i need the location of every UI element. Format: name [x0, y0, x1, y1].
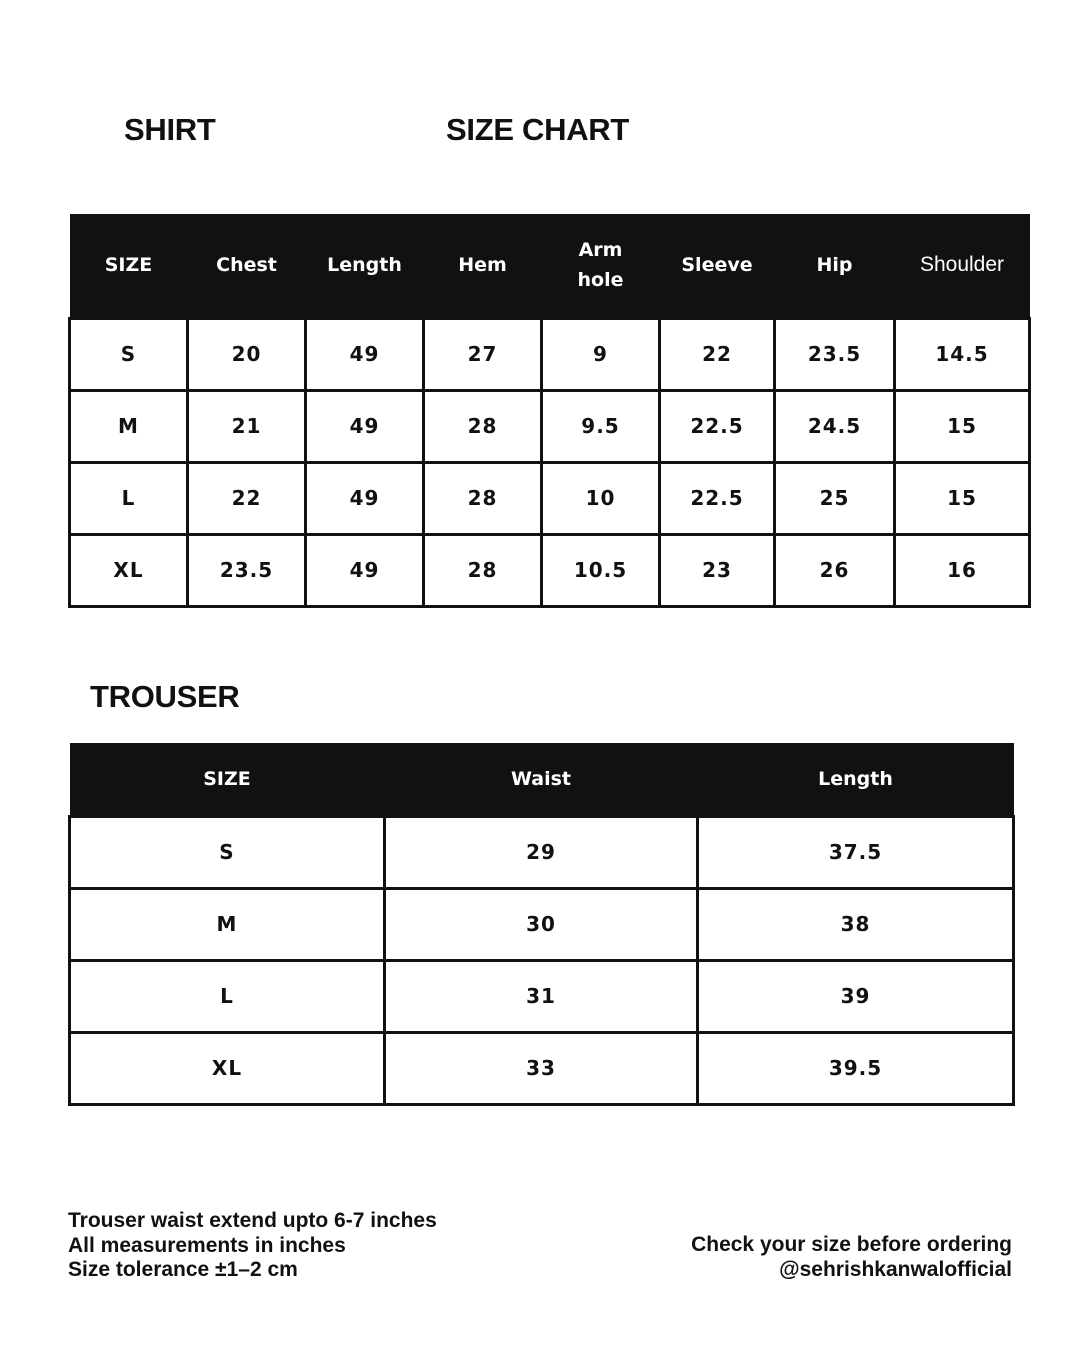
social-handle: @sehrishkanwalofficial [779, 1257, 1012, 1281]
trouser-cell-size: L [70, 960, 385, 1032]
trouser-cell-size: M [70, 888, 385, 960]
shirt-cell-hem: 27 [424, 318, 542, 390]
shirt-cell-hip: 25 [775, 462, 895, 534]
trouser-cell-length: 39 [698, 960, 1014, 1032]
shirt-cell-shoulder: 15 [895, 462, 1030, 534]
trouser-cell-size: XL [70, 1032, 385, 1104]
shirt-header-hip: Hip [775, 214, 895, 318]
table-row [70, 534, 1030, 606]
shirt-cell-shoulder: 16 [895, 534, 1030, 606]
shirt-header-hem: Hem [424, 214, 542, 318]
shirt-cell-chest: 23.5 [188, 534, 306, 606]
shirt-cell-armhole: 10.5 [542, 534, 660, 606]
shirt-cell-sleeve: 22.5 [660, 390, 775, 462]
shirt-cell-hem: 28 [424, 462, 542, 534]
trouser-cell-waist: 31 [385, 960, 698, 1032]
trouser-cell-waist: 33 [385, 1032, 698, 1104]
shirt-cell-length: 49 [306, 534, 424, 606]
shirt-cell-hem: 28 [424, 534, 542, 606]
shirt-cell-length: 49 [306, 318, 424, 390]
table-row [70, 888, 1014, 960]
table-row [70, 318, 1030, 390]
shirt-header-length: Length [306, 214, 424, 318]
trouser-cell-length: 39.5 [698, 1032, 1014, 1104]
shirt-header-sleeve: Sleeve [660, 214, 775, 318]
shirt-cell-length: 49 [306, 390, 424, 462]
trouser-cell-length: 37.5 [698, 816, 1014, 888]
trouser-title: TROUSER [90, 679, 240, 714]
shirt-cell-hip: 26 [775, 534, 895, 606]
table-row [70, 1032, 1014, 1104]
table-row [70, 462, 1030, 534]
trouser-header-size: SIZE [70, 743, 385, 816]
note-size-tolerance: Size tolerance ±1–2 cm [68, 1258, 298, 1281]
table-row [70, 390, 1030, 462]
shirt-cell-hip: 24.5 [775, 390, 895, 462]
shirt-cell-sleeve: 22 [660, 318, 775, 390]
shirt-cell-sleeve: 23 [660, 534, 775, 606]
shirt-cell-shoulder: 14.5 [895, 318, 1030, 390]
shirt-cell-hip: 23.5 [775, 318, 895, 390]
shirt-cell-shoulder: 15 [895, 390, 1030, 462]
shirt-cell-size: XL [70, 534, 188, 606]
shirt-title: SHIRT [124, 112, 216, 147]
trouser-cell-waist: 30 [385, 888, 698, 960]
note-waist-extend: Trouser waist extend upto 6-7 inches [68, 1209, 437, 1232]
shirt-cell-armhole: 9 [542, 318, 660, 390]
table-row [70, 816, 1014, 888]
shirt-cell-size: M [70, 390, 188, 462]
shirt-cell-size: S [70, 318, 188, 390]
shirt-cell-armhole: 10 [542, 462, 660, 534]
shirt-cell-chest: 21 [188, 390, 306, 462]
shirt-cell-length: 49 [306, 462, 424, 534]
trouser-cell-waist: 29 [385, 816, 698, 888]
notes-right [691, 1233, 1012, 1282]
note-measurement-unit: All measurements in inches [68, 1233, 346, 1257]
shirt-header-row [70, 214, 1030, 318]
shirt-cell-sleeve: 22.5 [660, 462, 775, 534]
shirt-header-armhole: Arm hole [542, 214, 660, 318]
shirt-cell-armhole: 9.5 [542, 390, 660, 462]
trouser-header-row [70, 743, 1014, 816]
shirt-header-size: SIZE [70, 214, 188, 318]
trouser-header-waist: Waist [385, 743, 698, 816]
trouser-size-table [68, 743, 1015, 1106]
shirt-cell-size: L [70, 462, 188, 534]
shirt-cell-chest: 22 [188, 462, 306, 534]
shirt-cell-chest: 20 [188, 318, 306, 390]
trouser-cell-size: S [70, 816, 385, 888]
shirt-header-chest: Chest [188, 214, 306, 318]
note-check-size: Check your size before ordering [691, 1233, 1012, 1256]
notes-left [68, 1209, 437, 1283]
trouser-cell-length: 38 [698, 888, 1014, 960]
size-chart-title: SIZE CHART [446, 112, 630, 147]
shirt-header-shoulder: Shoulder [895, 214, 1030, 318]
trouser-header-length: Length [698, 743, 1014, 816]
shirt-size-table [68, 214, 1031, 608]
table-row [70, 960, 1014, 1032]
shirt-cell-hem: 28 [424, 390, 542, 462]
